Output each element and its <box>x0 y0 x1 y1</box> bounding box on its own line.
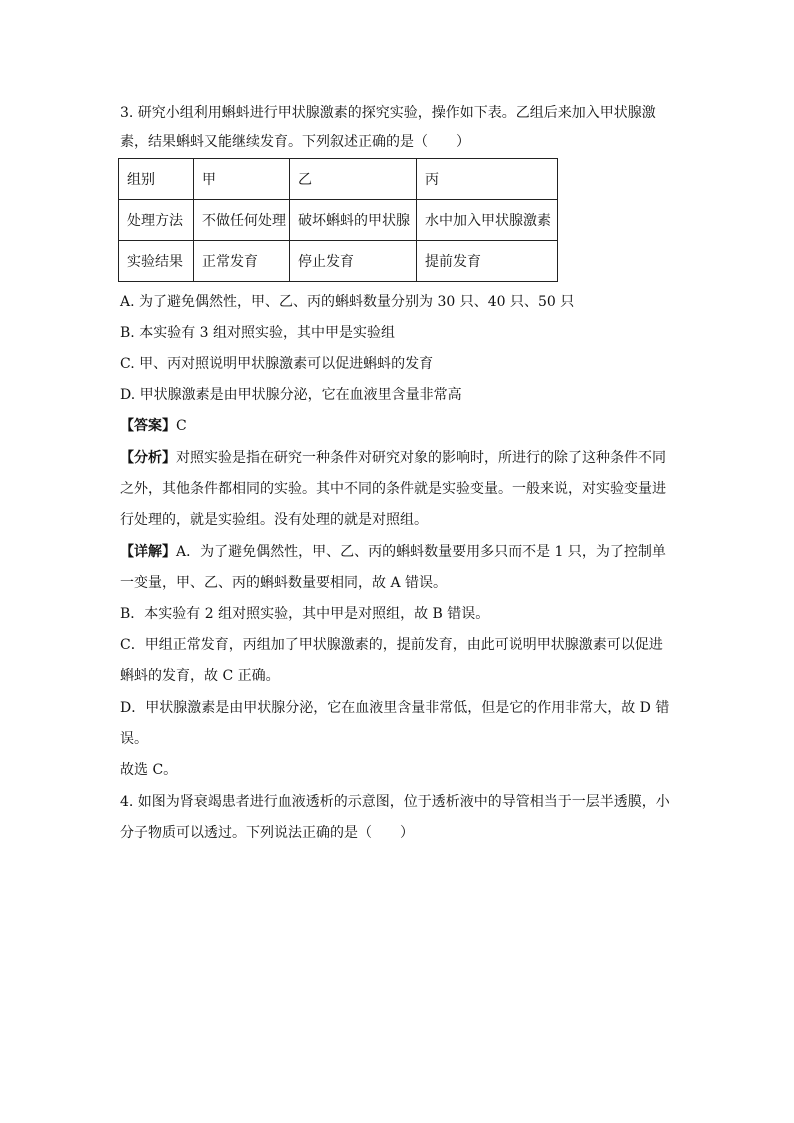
answer-value: C <box>176 418 187 434</box>
detail-line-7: 误。 <box>120 731 148 747</box>
detail-label: 【详解】 <box>120 544 176 560</box>
table-cell: 乙 <box>290 159 417 200</box>
table-cell: 甲 <box>194 159 290 200</box>
detail-line-5: 蝌蚪的发育，故 C 正确。 <box>120 668 280 684</box>
table-cell: 正常发育 <box>194 241 290 282</box>
q4-stem-line-1: 4. 如图为肾衰竭患者进行血液透析的示意图，位于透析液中的导管相当于一层半透膜，小 <box>120 794 670 810</box>
option-b: B. 本实验有 3 组对照实验，其中甲是实验组 <box>120 325 395 341</box>
analysis-line-3: 行处理的，就是实验组。没有处理的就是对照组。 <box>120 512 428 528</box>
table-cell: 破坏蝌蚪的甲状腺 <box>290 200 417 241</box>
detail-text: A．为了避免偶然性，甲、乙、丙的蝌蚪数量要用多只而不是 1 只，为了控制单 <box>176 544 666 560</box>
table-cell: 组别 <box>119 159 194 200</box>
detail-line-2: 一变量，甲、乙、丙的蝌蚪数量要相同，故 A 错误。 <box>120 575 448 591</box>
table-cell: 水中加入甲状腺激素 <box>417 200 558 241</box>
detail-line-6: D．甲状腺激素是由甲状腺分泌，它在血液里含量非常低，但是它的作用非常大，故 D 错 <box>120 700 670 716</box>
option-a: A. 为了避免偶然性，甲、乙、丙的蝌蚪数量分别为 30 只、40 只、50 只 <box>120 294 575 310</box>
table-cell: 丙 <box>417 159 558 200</box>
table-cell: 处理方法 <box>119 200 194 241</box>
table-cell: 停止发育 <box>290 241 417 282</box>
conclusion-line: 故选 C。 <box>120 762 178 778</box>
analysis-line-2: 之外，其他条件都相同的实验。其中不同的条件就是实验变量。一般来说，对实验变量进 <box>120 481 666 497</box>
table-row <box>119 159 558 200</box>
q3-stem-line-1: 3. 研究小组利用蝌蚪进行甲状腺激素的探究实验，操作如下表。乙组后来加入甲状腺激 <box>120 105 656 121</box>
option-c: C. 甲、丙对照说明甲状腺激素可以促进蝌蚪的发育 <box>120 356 434 372</box>
detail-line-3: B．本实验有 2 组对照实验，其中甲是对照组，故 B 错误。 <box>120 606 490 622</box>
answer-label: 【答案】 <box>120 418 176 434</box>
detail-line-4: C．甲组正常发育，丙组加了甲状腺激素的，提前发育，由此可说明甲状腺激素可以促进 <box>120 637 663 653</box>
q4-stem-line-2: 分子物质可以透过。下列说法正确的是（ ） <box>120 825 414 841</box>
table-cell: 提前发育 <box>417 241 558 282</box>
analysis-label: 【分析】 <box>120 450 176 466</box>
experiment-table <box>118 158 558 282</box>
table-cell: 实验结果 <box>119 241 194 282</box>
q3-stem-line-2: 素，结果蝌蚪又能继续发育。下列叙述正确的是（ ） <box>120 134 470 150</box>
analysis-line-1 <box>120 448 666 468</box>
analysis-text: 对照实验是指在研究一种条件对研究对象的影响时，所进行的除了这种条件不同 <box>176 450 666 466</box>
answer-line <box>120 416 187 436</box>
option-d: D. 甲状腺激素是由甲状腺分泌，它在血液里含量非常高 <box>120 387 462 403</box>
detail-line-1 <box>120 542 666 562</box>
table-cell: 不做任何处理 <box>194 200 290 241</box>
table-row <box>119 241 558 282</box>
table-row <box>119 200 558 241</box>
